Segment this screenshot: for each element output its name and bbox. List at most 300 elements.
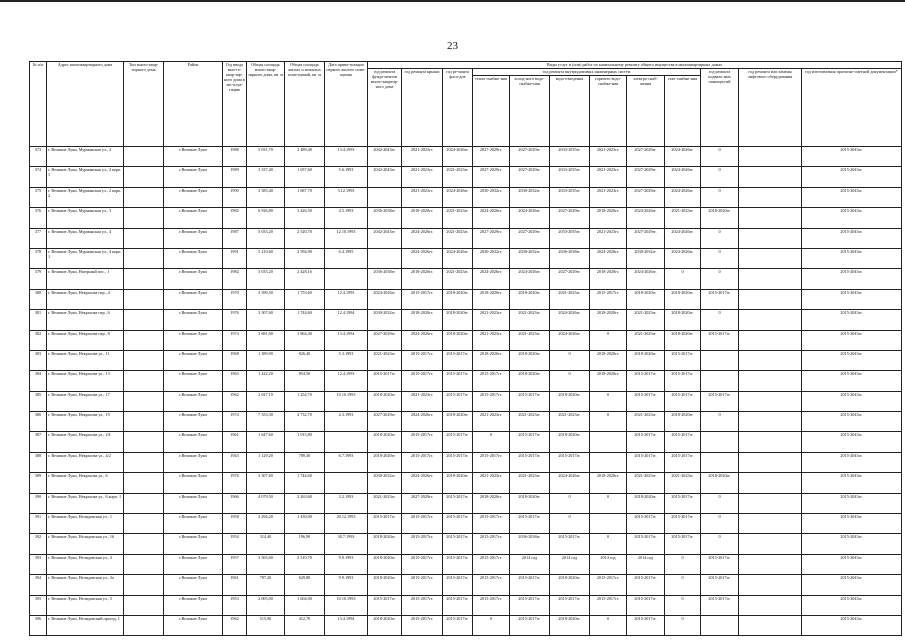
foundation-year-cell: 2027-2029гг.: [368, 330, 402, 350]
electric-year-cell: 2030-2032гг.: [627, 248, 665, 268]
address-cell: г. Великие Луки, Нелидовская ул., 5: [47, 595, 124, 615]
address-cell: г. Великие Луки, Некрасова ул., 2А: [47, 432, 124, 452]
year-cell: 1943: [223, 452, 247, 472]
hot-water-year-cell: 0: [590, 615, 627, 635]
hot-water-year-cell: 2018-2020гг.: [590, 350, 627, 370]
col-header-lift: год ремонта или замены лифтового оборудования: [739, 69, 802, 147]
district-cell: г.Великие Луки: [164, 554, 223, 574]
foundation-year-cell: 2015-2017гг.: [368, 595, 402, 615]
table-row: [30, 452, 902, 472]
hot-water-year-cell: 2018-2020гг.: [590, 208, 627, 228]
lift-year-cell: [739, 615, 802, 635]
address-cell: г. Великие Луки, Нелидовский проезд, 1: [47, 615, 124, 635]
area-living-cell: 4 732,70: [285, 412, 325, 432]
privatization-date-cell: 12.10.1993: [325, 228, 368, 248]
hot-water-year-cell: 0: [590, 493, 627, 513]
type-cell: [124, 391, 164, 411]
area-total-cell: 515,90: [247, 615, 285, 635]
area-living-cell: 3 426,50: [285, 208, 325, 228]
page-number: 23: [447, 40, 458, 52]
district-cell: г.Великие Луки: [164, 575, 223, 595]
col-header-hot-water: горячего водо-снабже-ния: [590, 76, 627, 147]
engineering-group-header: год ремонта внутридомовых инженерных систем: [473, 69, 701, 76]
design-year-cell: 2015-2043гг.: [802, 228, 902, 248]
table-row: [30, 269, 902, 289]
heat-year-cell: 2021-2023гг.: [473, 473, 510, 493]
basement-year-cell: 2015-2017гг.: [701, 391, 739, 411]
area-total-cell: 7 353,30: [247, 412, 285, 432]
electric-year-cell: 2015-2017гг.: [627, 514, 665, 534]
area-living-cell: 2 489,40: [285, 147, 325, 167]
sewage-year-cell: 2015-2017гг.: [550, 452, 590, 472]
row-number: 395: [30, 595, 47, 615]
row-number: 396: [30, 615, 47, 635]
heat-year-cell: 2027-2029гг.: [473, 147, 510, 167]
area-living-cell: 854,50: [285, 371, 325, 391]
cold-water-year-cell: 2024-2026гг.: [510, 208, 550, 228]
electric-year-cell: 2015-2017гг.: [627, 595, 665, 615]
heat-year-cell: 0: [473, 432, 510, 452]
basement-year-cell: [701, 432, 739, 452]
sewage-year-cell: 2014 год: [550, 554, 590, 574]
design-year-cell: 2015-2043гг.: [802, 269, 902, 289]
heat-year-cell: 2015-2017гг.: [473, 371, 510, 391]
basement-year-cell: 2015-2017гг.: [701, 554, 739, 574]
foundation-year-cell: 2015-2017гг.: [368, 371, 402, 391]
area-total-cell: 2 294,20: [247, 514, 285, 534]
area-total-cell: 3 385,40: [247, 187, 285, 207]
roof-year-cell: 2024-2026гг.: [402, 473, 443, 493]
roof-year-cell: 2015-2017гг.: [402, 595, 443, 615]
gas-year-cell: 2024-2026гг.: [665, 147, 701, 167]
foundation-year-cell: 2021-2023гг.: [368, 350, 402, 370]
year-cell: 1987: [223, 228, 247, 248]
lift-year-cell: [739, 147, 802, 167]
address-cell: г. Великие Луки, Нелидовская ул., 16: [47, 534, 124, 554]
district-cell: г.Великие Луки: [164, 208, 223, 228]
area-total-cell: 2 027,10: [247, 391, 285, 411]
basement-year-cell: 0: [701, 248, 739, 268]
col-header-facade: год ре-монта фаса-дов: [443, 69, 473, 147]
table-row: [30, 147, 902, 167]
basement-year-cell: 2018-2020гг.: [701, 473, 739, 493]
year-cell: 1962: [223, 615, 247, 635]
type-cell: [124, 371, 164, 391]
roof-year-cell: 2015-2017гг.: [402, 371, 443, 391]
foundation-year-cell: 2030-2032гг.: [368, 310, 402, 330]
privatization-date-cell: 4.3.1993: [325, 412, 368, 432]
foundation-year-cell: 2042-2043гг.: [368, 167, 402, 187]
basement-year-cell: [701, 350, 739, 370]
col-header-area-total: Общая площадь много-квар-тирного дома, кв. м: [247, 62, 285, 147]
lift-year-cell: [739, 575, 802, 595]
table-row: [30, 514, 902, 534]
sewage-year-cell: 2027-2029гг.: [550, 208, 590, 228]
area-living-cell: 1 687,70: [285, 187, 325, 207]
area-total-cell: 5 210,60: [247, 248, 285, 268]
table-body: [30, 147, 902, 636]
sewage-year-cell: 2024-2026гг.: [550, 473, 590, 493]
row-number: 373: [30, 147, 47, 167]
district-cell: г.Великие Луки: [164, 167, 223, 187]
type-cell: [124, 187, 164, 207]
gas-year-cell: 2018-2020гг.: [665, 289, 701, 309]
type-cell: [124, 595, 164, 615]
privatization-date-cell: 9.9.1993: [325, 554, 368, 574]
row-number: 390: [30, 493, 47, 513]
table-row: [30, 248, 902, 268]
basement-year-cell: 2015-2017гг.: [701, 330, 739, 350]
table-row: [30, 595, 902, 615]
gas-year-cell: 2015-2017гг.: [665, 514, 701, 534]
basement-year-cell: 0: [701, 187, 739, 207]
row-number: 389: [30, 473, 47, 493]
electric-year-cell: 2024-2026гг.: [627, 269, 665, 289]
sewage-year-cell: 2033-2035гг.: [550, 187, 590, 207]
area-total-cell: 3 337,40: [247, 167, 285, 187]
repair-register-table: [29, 61, 902, 636]
hot-water-year-cell: 0: [590, 330, 627, 350]
address-cell: г. Великие Луки, Мурманская ул., 2: [47, 147, 124, 167]
basement-year-cell: 0: [701, 228, 739, 248]
district-cell: г.Великие Луки: [164, 595, 223, 615]
privatization-date-cell: 3.2.1993: [325, 493, 368, 513]
table-row: [30, 289, 902, 309]
area-living-cell: 1 657,60: [285, 167, 325, 187]
year-cell: 1954: [223, 534, 247, 554]
heat-year-cell: 2015-2017гг.: [473, 514, 510, 534]
roof-year-cell: 2015-2017гг.: [402, 534, 443, 554]
area-total-cell: 3 307,60: [247, 310, 285, 330]
district-cell: г.Великие Луки: [164, 493, 223, 513]
roof-year-cell: 2015-2017гг.: [402, 289, 443, 309]
hot-water-year-cell: 2014 год: [590, 554, 627, 574]
privatization-date-cell: 20.12.1993: [325, 514, 368, 534]
address-cell: г. Великие Луки, Некрасова пер., 4: [47, 289, 124, 309]
col-header-design: год изготовления проектно-сметной документации*: [802, 69, 902, 147]
design-year-cell: 2015-2043гг.: [802, 595, 902, 615]
col-header-gas: газо-снабже-ния: [665, 76, 701, 147]
hot-water-year-cell: 0: [590, 412, 627, 432]
facade-year-cell: 2018-2020гг.: [443, 289, 473, 309]
area-living-cell: 1 744,60: [285, 473, 325, 493]
heat-year-cell: 2027-2029гг.: [473, 167, 510, 187]
top-border-line: [0, 0, 905, 2]
facade-year-cell: 2015-2017гг.: [443, 432, 473, 452]
privatization-date-cell: 4.5.1993: [325, 208, 368, 228]
lift-year-cell: [739, 473, 802, 493]
electric-year-cell: 2018-2020гг.: [627, 350, 665, 370]
table-row: [30, 350, 902, 370]
cold-water-year-cell: 2021-2023гг.: [510, 473, 550, 493]
type-cell: [124, 432, 164, 452]
area-living-cell: 1 430,00: [285, 514, 325, 534]
sewage-year-cell: 2024-2026гг.: [550, 310, 590, 330]
privatization-date-cell: 5.6.1993: [325, 167, 368, 187]
heat-year-cell: 0: [473, 615, 510, 635]
lift-year-cell: [739, 595, 802, 615]
privatization-date-cell: 30.7.1993: [325, 534, 368, 554]
address-cell: г. Великие Луки, Мурманская ул., 2 корп. 1: [47, 167, 124, 187]
sewage-year-cell: 2018-2020гг.: [550, 432, 590, 452]
roof-year-cell: 2018-2020гг.: [402, 208, 443, 228]
roof-year-cell: 2024-2026гг.: [402, 248, 443, 268]
hot-water-year-cell: 2024-2026гг.: [590, 248, 627, 268]
area-living-cell: 2 510,70: [285, 554, 325, 574]
area-living-cell: 412,70: [285, 615, 325, 635]
design-year-cell: 2015-2043гг.: [802, 289, 902, 309]
year-cell: 1989: [223, 167, 247, 187]
facade-year-cell: 2015-2017гг.: [443, 595, 473, 615]
cold-water-year-cell: 2015-2017гг.: [510, 514, 550, 534]
facade-year-cell: 2021-2023гг.: [443, 208, 473, 228]
area-living-cell: 629,80: [285, 575, 325, 595]
design-year-cell: 2015-2043гг.: [802, 493, 902, 513]
lift-year-cell: [739, 289, 802, 309]
gas-year-cell: 2015-2017гг.: [665, 350, 701, 370]
area-living-cell: 2 428,16: [285, 269, 325, 289]
facade-year-cell: 2015-2017гг.: [443, 391, 473, 411]
type-cell: [124, 452, 164, 472]
col-header-basement: год ремонта подваль-ных помещен-ий: [701, 69, 739, 147]
foundation-year-cell: 2018-2020гг.: [368, 615, 402, 635]
row-number: 376: [30, 208, 47, 228]
basement-year-cell: 0: [701, 310, 739, 330]
design-year-cell: 2015-2043гг.: [802, 147, 902, 167]
hot-water-year-cell: 0: [590, 534, 627, 554]
facade-year-cell: 2015-2017гг.: [443, 493, 473, 513]
lift-year-cell: [739, 269, 802, 289]
basement-year-cell: 0: [701, 534, 739, 554]
electric-year-cell: 2015-2017гг.: [627, 534, 665, 554]
cold-water-year-cell: 2021-2023гг.: [510, 330, 550, 350]
area-living-cell: 1 254,70: [285, 391, 325, 411]
cold-water-year-cell: 2021-2023гг.: [510, 412, 550, 432]
table-row: [30, 493, 902, 513]
privatization-date-cell: 10.10.1993: [325, 391, 368, 411]
sewage-year-cell: 2036-2038гг.: [550, 248, 590, 268]
privatization-date-cell: [325, 432, 368, 452]
facade-year-cell: 2015-2017гг.: [443, 371, 473, 391]
address-cell: г. Великие Луки, Некрасова ул., 13: [47, 371, 124, 391]
hot-water-year-cell: 2018-2020гг.: [590, 371, 627, 391]
basement-year-cell: [701, 452, 739, 472]
lift-year-cell: [739, 248, 802, 268]
col-header-type: Тип много-квар-тирного дома: [124, 62, 164, 147]
design-year-cell: 2015-2043гг.: [802, 452, 902, 472]
lift-year-cell: [739, 208, 802, 228]
area-living-cell: 1 604,00: [285, 595, 325, 615]
heat-year-cell: 2021-2023гг.: [473, 330, 510, 350]
year-cell: 1976: [223, 310, 247, 330]
basement-year-cell: 0: [701, 493, 739, 513]
col-header-num: № п/п: [30, 62, 47, 147]
design-year-cell: 2015-2043гг.: [802, 432, 902, 452]
facade-year-cell: 2021-2023гг.: [443, 269, 473, 289]
hot-water-year-cell: 0: [590, 391, 627, 411]
electric-year-cell: 2015-2017гг.: [627, 432, 665, 452]
cold-water-year-cell: 2015-2017гг.: [510, 615, 550, 635]
cold-water-year-cell: 2018-2020гг.: [510, 493, 550, 513]
hot-water-year-cell: [590, 432, 627, 452]
year-cell: 1966: [223, 493, 247, 513]
gas-year-cell: 2015-2017гг.: [665, 534, 701, 554]
type-cell: [124, 412, 164, 432]
foundation-year-cell: 2018-2020гг.: [368, 452, 402, 472]
year-cell: 1970: [223, 289, 247, 309]
table-row: [30, 208, 902, 228]
electric-year-cell: 2027-2029гг.: [627, 187, 665, 207]
sewage-year-cell: 2018-2020гг.: [550, 575, 590, 595]
address-cell: г. Великие Луки, Мурманская ул., 2 корп. 2: [47, 187, 124, 207]
area-total-cell: 1 129,20: [247, 452, 285, 472]
heat-year-cell: 2018-2020гг.: [473, 289, 510, 309]
area-living-cell: 2 520,70: [285, 228, 325, 248]
col-header-sewage: водо-отведения: [550, 76, 590, 147]
area-living-cell: 1 744,60: [285, 310, 325, 330]
year-cell: 1990: [223, 187, 247, 207]
type-cell: [124, 615, 164, 635]
type-cell: [124, 575, 164, 595]
roof-year-cell: 2018-2020гг.: [402, 310, 443, 330]
design-year-cell: 2015-2043гг.: [802, 554, 902, 574]
col-header-year: Год ввода мно-го-квар-тир-ного дома в экс-плуа-тацию: [223, 62, 247, 147]
facade-year-cell: 2015-2017гг.: [443, 514, 473, 534]
year-cell: 1968: [223, 350, 247, 370]
col-header-district: Район: [164, 62, 223, 147]
sewage-year-cell: 2015-2017гг.: [550, 595, 590, 615]
district-cell: г.Великие Луки: [164, 147, 223, 167]
foundation-year-cell: 2015-2017гг.: [368, 514, 402, 534]
row-number: 388: [30, 452, 47, 472]
facade-year-cell: 2015-2017гг.: [443, 575, 473, 595]
district-cell: г.Великие Луки: [164, 228, 223, 248]
lift-year-cell: [739, 452, 802, 472]
cold-water-year-cell: 2015-2017гг.: [510, 432, 550, 452]
type-cell: [124, 147, 164, 167]
facade-year-cell: 2015-2017гг.: [443, 554, 473, 574]
privatization-date-cell: 6.7.1993: [325, 452, 368, 472]
design-year-cell: 2015-2043гг.: [802, 208, 902, 228]
year-cell: 1988: [223, 147, 247, 167]
area-total-cell: 1 647,60: [247, 432, 285, 452]
cold-water-year-cell: 2027-2029гг.: [510, 147, 550, 167]
basement-year-cell: [701, 371, 739, 391]
design-year-cell: 2015-2043гг.: [802, 514, 902, 534]
row-number: 386: [30, 412, 47, 432]
address-cell: г. Великие Луки, Некрасова ул., 4/2: [47, 452, 124, 472]
table-row: [30, 228, 902, 248]
electric-year-cell: 2021-2023гг.: [627, 310, 665, 330]
col-header-area-living: Общая площадь жилых и нежилых поме-щений, кв. м: [285, 62, 325, 147]
gas-year-cell: 0: [665, 595, 701, 615]
heat-year-cell: 2030-2032гг.: [473, 187, 510, 207]
design-year-cell: 2015-2043гг.: [802, 473, 902, 493]
area-total-cell: 3 307,60: [247, 473, 285, 493]
privatization-date-cell: [325, 269, 368, 289]
district-cell: г.Великие Луки: [164, 371, 223, 391]
privatization-date-cell: 13.4.1993: [325, 147, 368, 167]
design-year-cell: 2015-2043гг.: [802, 412, 902, 432]
gas-year-cell: 2024-2026гг.: [665, 228, 701, 248]
district-cell: г.Великие Луки: [164, 248, 223, 268]
year-cell: 1957: [223, 554, 247, 574]
cold-water-year-cell: 2027-2029гг.: [510, 167, 550, 187]
cold-water-year-cell: 2018-2020гг.: [510, 350, 550, 370]
heat-year-cell: 2021-2023гг.: [473, 412, 510, 432]
area-living-cell: 2 594,90: [285, 248, 325, 268]
type-cell: [124, 167, 164, 187]
cold-water-year-cell: 2018-2020гг.: [510, 289, 550, 309]
foundation-year-cell: 2036-2038гг.: [368, 269, 402, 289]
electric-year-cell: 2015-2017гг.: [627, 615, 665, 635]
hot-water-year-cell: 2015-2017гг.: [590, 575, 627, 595]
design-year-cell: 2015-2043гг.: [802, 391, 902, 411]
sewage-year-cell: 0: [550, 493, 590, 513]
roof-year-cell: 2015-2017гг.: [402, 615, 443, 635]
col-header-heat: тепло-снабже-ния: [473, 76, 510, 147]
design-year-cell: 2015-2043гг.: [802, 534, 902, 554]
electric-year-cell: 2027-2029гг.: [627, 228, 665, 248]
electric-year-cell: 2015-2017гг.: [627, 371, 665, 391]
district-cell: г.Великие Луки: [164, 412, 223, 432]
hot-water-year-cell: 2018-2020гг.: [590, 473, 627, 493]
col-header-electric: электро-снаб-жения: [627, 76, 665, 147]
lift-year-cell: [739, 187, 802, 207]
gas-year-cell: 0: [665, 615, 701, 635]
facade-year-cell: 2018-2020гг.: [443, 330, 473, 350]
district-cell: г.Великие Луки: [164, 310, 223, 330]
services-group-header: Виды услуг и (или) работ по капитальному ремонту общего имущества в многоквартирных домах: [368, 62, 902, 69]
sewage-year-cell: 0: [550, 514, 590, 534]
lift-year-cell: [739, 330, 802, 350]
cold-water-year-cell: 2030-2032гг.: [510, 187, 550, 207]
year-cell: 1962: [223, 391, 247, 411]
district-cell: г.Великие Луки: [164, 615, 223, 635]
year-cell: 1974: [223, 330, 247, 350]
facade-year-cell: 2024-2026гг.: [443, 248, 473, 268]
sewage-year-cell: 2018-2020гг.: [550, 391, 590, 411]
cold-water-year-cell: 2036-2038гг.: [510, 534, 550, 554]
roof-year-cell: 2015-2017гг.: [402, 350, 443, 370]
hot-water-year-cell: 2018-2020гг.: [590, 310, 627, 330]
cold-water-year-cell: 2014 год: [510, 554, 550, 574]
electric-year-cell: 2014 год: [627, 554, 665, 574]
row-number: 394: [30, 575, 47, 595]
area-total-cell: 1 389,90: [247, 350, 285, 370]
gas-year-cell: 2024-2026гг.: [665, 248, 701, 268]
heat-year-cell: 2015-2017гг.: [473, 575, 510, 595]
privatization-date-cell: 13.4.1994: [325, 330, 368, 350]
foundation-year-cell: 2036-2038гг.: [368, 208, 402, 228]
row-number: 380: [30, 289, 47, 309]
gas-year-cell: 0: [665, 554, 701, 574]
sewage-year-cell: 0: [550, 350, 590, 370]
cold-water-year-cell: 2027-2029гг.: [510, 228, 550, 248]
electric-year-cell: 2021-2023гг.: [627, 412, 665, 432]
gas-year-cell: 2015-2017гг.: [665, 493, 701, 513]
heat-year-cell: 2030-2032гг.: [473, 248, 510, 268]
electric-year-cell: 2021-2023гг.: [627, 330, 665, 350]
area-total-cell: 787,20: [247, 575, 285, 595]
year-cell: 1982: [223, 269, 247, 289]
facade-year-cell: 2018-2020гг.: [443, 473, 473, 493]
electric-year-cell: 2021-2023гг.: [627, 473, 665, 493]
year-cell: 1976: [223, 473, 247, 493]
area-living-cell: 826,40: [285, 350, 325, 370]
district-cell: г.Великие Луки: [164, 289, 223, 309]
foundation-year-cell: 2027-2029гг.: [368, 412, 402, 432]
